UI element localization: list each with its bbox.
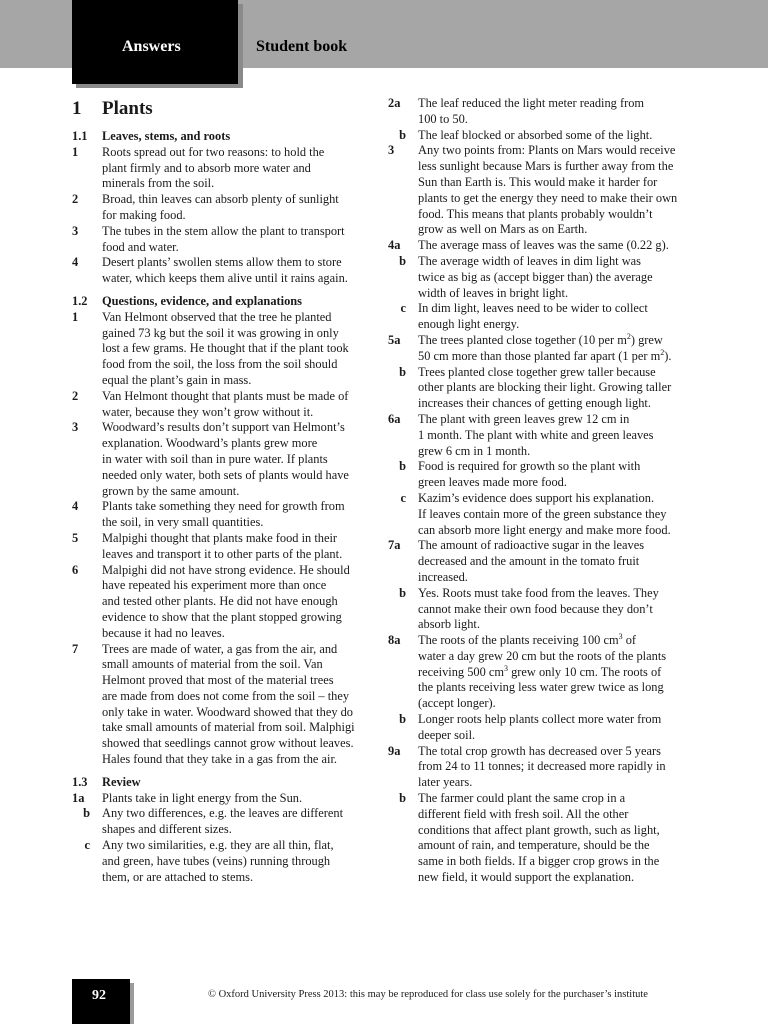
answer-text [102,310,376,389]
answer-line: gained 73 kg but the soil it was growing in only [102,325,339,340]
answer-text [418,412,710,459]
section-heading [72,775,376,791]
answer-line: Plants take in light energy from the Sun. [102,790,303,805]
answer-line: increased. [418,569,468,584]
answer-line: conditions that affect plant growth, such as light, [418,822,660,837]
answer-item [388,712,710,744]
answer-text [418,333,710,365]
answer-line: Any two points from: Plants on Mars would receive [418,143,676,158]
section-number: 1.1 [72,129,88,143]
answer-line: Hales found that they take in a gas from the air. [102,752,338,767]
answer-line: in water with soil than in pure water. If plants [102,451,328,466]
chapter-title [72,96,376,122]
answer-text [418,791,710,886]
answer-line: Broad, thin leaves can absorb plenty of sunlight [102,192,339,207]
answer-line: showed that seedlings cannot grow without leaves. [102,736,354,751]
answer-line: grow as well on Mars as on Earth. [418,222,588,237]
answer-number: 7a [388,538,401,553]
answer-number: b [399,253,406,268]
answer-line: Trees are made of water, a gas from the air, and [102,641,338,656]
answer-line: lost a few grams. He thought that if the plant took [102,341,349,356]
answer-number: 1a [72,790,85,805]
answer-item [388,412,710,459]
answer-line: Roots spread out for two reasons: to hold the [102,144,325,159]
answer-text [102,145,376,192]
answer-number: 2 [72,192,79,207]
answer-text [418,143,710,238]
answer-item [72,192,376,224]
answer-line: enough light energy. [418,317,520,332]
section-title: Review [102,774,141,789]
answer-line: Any two similarities, e.g. they are all thin, flat, [102,838,334,853]
answer-text [418,254,710,301]
answer-line: Van Helmont thought that plants must be made of [102,388,349,403]
answer-number: 1 [72,309,79,324]
answer-number: b [399,364,406,379]
answer-line: green leaves made more food. [418,475,567,490]
superscript: 3 [618,631,623,641]
answer-line: Longer roots help plants collect more water from [418,712,662,727]
answer-line: the plants receiving less water grew twice as long [418,680,664,695]
copyright-notice: © Oxford University Press 2013: this may be reproduced for class use solely for the purchaser’s institute [208,989,648,1000]
answer-line [418,333,710,349]
line-part: receiving 500 cm [418,664,505,679]
answer-line: Van Helmont observed that the tree he planted [102,309,332,324]
answer-line [418,633,710,649]
answer-text [418,459,710,491]
answer-line: Malpighi did not have strong evidence. He should [102,562,350,577]
answer-item [72,224,376,256]
answer-text [418,365,710,412]
answer-text [102,642,376,768]
answer-text [418,712,710,744]
answer-item [388,538,710,585]
line-part: grew only 10 cm. The roots of [508,664,662,679]
answer-number: 4a [388,238,401,253]
answer-number: b [399,712,406,727]
line-part: The trees planted close together (10 per m [418,332,627,347]
answer-line: small amounts of material from the soil. Van [102,657,323,672]
answer-line: for making food. [102,207,186,222]
page-number-box [72,979,130,1024]
answer-item [72,642,376,768]
answer-item [388,301,710,333]
answer-text [418,128,710,144]
answer-text [102,192,376,224]
answer-line: can absorb more light energy and make more food. [418,522,671,537]
answer-line: because it had no leaves. [102,625,225,640]
answer-line: absorb light. [418,617,480,632]
answer-line: are made from does not come from the soil – they [102,688,350,703]
answer-item [72,563,376,642]
answer-item [72,389,376,421]
answer-line: evidence to show that the plant stopped growing [102,609,342,624]
answer-number: 4 [72,255,79,270]
left-column [72,96,376,885]
answer-number: 4 [72,499,79,514]
answer-line: have repeated his experiment more than once [102,578,327,593]
answer-line: Sun than Earth is. This would make it harder for [418,174,658,189]
answer-number: 3 [72,223,79,238]
answer-line: cannot make their own food because they don’t [418,601,653,616]
answer-text [418,633,710,712]
line-part: 50 cm more than those planted far apart (1 per m [418,348,661,363]
answer-item [72,531,376,563]
answer-line: Kazim’s evidence does support his explanation. [418,490,655,505]
answers-tab [72,0,238,84]
answer-line: Trees planted close together grew taller because [418,364,656,379]
answer-number: 7 [72,641,79,656]
answer-number: c [400,490,406,505]
answer-text [418,538,710,585]
answer-line: amount of rain, and temperature, should be the [418,838,650,853]
answer-line: deeper soil. [418,727,476,742]
answer-line: minerals from the soil. [102,176,215,191]
student-book-label: Student book [256,38,348,55]
answer-line: from 24 to 11 tonnes; it decreased more rapidly in [418,759,666,774]
answer-number: c [84,838,90,853]
answer-line: equal the plant’s gain in mass. [102,372,252,387]
line-part: ) grew [630,332,663,347]
line-part: ). [664,348,672,363]
answer-line: food from the soil, the loss from the soil should [102,357,338,372]
answer-text [102,563,376,642]
answer-line: If leaves contain more of the green substance they [418,506,667,521]
answer-item [388,633,710,712]
answer-number: 3 [388,143,395,158]
answer-item [72,499,376,531]
answer-item [388,143,710,238]
answer-line: The leaf reduced the light meter reading from [418,96,645,110]
answer-line [418,349,710,365]
answer-item [388,333,710,365]
section-title: Leaves, stems, and roots [102,129,231,143]
answer-text [102,499,376,531]
answer-number: 2a [388,96,401,110]
answer-item [72,838,376,885]
answer-number: 2 [72,388,79,403]
answer-line: new field, it would support the explanation. [418,870,635,885]
answer-number: 6a [388,411,401,426]
superscript: 2 [626,331,631,341]
answer-line: In dim light, leaves need to be wider to collect [418,301,648,316]
answer-item [388,791,710,886]
section-number: 1.3 [72,774,88,789]
answer-line: Desert plants’ swollen stems allow them to store [102,255,342,270]
answer-line: Any two differences, e.g. the leaves are different [102,806,344,821]
answer-line: grown by the same amount. [102,483,240,498]
line-part: of [622,633,637,648]
answer-text [102,255,376,287]
answer-line: different field with fresh soil. All the other [418,806,629,821]
answer-text [102,838,376,885]
answer-item [388,744,710,791]
answer-text [102,224,376,256]
answer-line: later years. [418,775,473,790]
answer-item [388,365,710,412]
answer-line: leaves and transport it to other parts of the plant. [102,546,343,561]
answer-line: needed only water, both sets of plants would have [102,467,349,482]
answer-line: Woodward’s results don’t support van Helmont’s [102,420,345,435]
answer-line [418,665,710,681]
chapter-name: Plants [102,98,153,119]
answer-text [418,301,710,333]
answer-line: increases their chances of getting enough light. [418,396,651,411]
answer-number: 5a [388,332,401,347]
answer-number: 3 [72,420,79,435]
answer-number: b [399,585,406,600]
answer-line: 100 to 50. [418,111,468,126]
answer-line: decreased and the amount in the tomato fruit [418,554,640,569]
superscript: 2 [660,347,665,357]
section-title: Questions, evidence, and explanations [102,293,302,308]
section-number: 1.2 [72,293,88,308]
answer-line: Malpighi thought that plants make food in their [102,530,338,545]
answer-line: (accept longer). [418,696,496,711]
answer-line: and green, have tubes (veins) running through [102,853,331,868]
answer-item [72,791,376,807]
right-column [388,96,710,886]
answer-line: less sunlight because Mars is further away from the [418,159,674,174]
answer-line: Food is required for growth so the plant with [418,459,641,474]
answer-number: 5 [72,530,79,545]
answer-line: The farmer could plant the same crop in a [418,791,626,806]
answer-line: Plants take something they need for growth from [102,499,345,514]
section-heading [72,294,376,310]
answer-line: plants to get the energy they need to make their own [418,190,678,205]
page-number: 92 [92,988,106,1003]
answer-item [72,255,376,287]
answer-item [388,254,710,301]
section-gap [72,768,376,775]
answer-number: c [400,301,406,316]
answer-line: same in both fields. If a bigger crop grows in the [418,854,660,869]
answer-line: explanation. Woodward’s plants grew more [102,436,318,451]
answer-line: water, because they won’t grow without it. [102,404,314,419]
answer-line: and tested other plants. He did not have enough [102,594,338,609]
answer-line: water, which keeps them alive until it rains again. [102,271,348,286]
answer-item [388,586,710,633]
answer-text [418,238,710,254]
answer-line: The average width of leaves in dim light was [418,253,641,268]
answer-number: 9a [388,743,401,758]
answer-item [388,96,710,128]
answer-text [418,586,710,633]
answer-line: only take in water. Woodward showed that they do [102,704,354,719]
answer-number: 6 [72,562,79,577]
answer-text [102,531,376,563]
answer-line: twice as big as (accept bigger than) the average [418,269,653,284]
answer-line: them, or are attached to stems. [102,869,254,884]
answer-number: b [83,806,90,821]
superscript: 3 [504,663,509,673]
answer-line: water a day grew 20 cm but the roots of the plants [418,648,667,663]
answer-item [388,128,710,144]
answer-line: take small amounts of material from soil. Malphigi [102,720,355,735]
answer-line: width of leaves in bright light. [418,285,569,300]
answer-text [102,806,376,838]
answer-text [102,420,376,499]
section-gap [72,287,376,294]
answer-line: food. This means that plants probably wouldn’t [418,206,653,221]
answer-number: b [399,791,406,806]
answer-line: The tubes in the stem allow the plant to transport [102,223,345,238]
line-part: The roots of the plants receiving 100 cm [418,633,619,648]
answer-item [72,420,376,499]
answer-line: other plants are blocking their light. Growing taller [418,380,672,395]
answer-number: 8a [388,633,401,648]
answer-line: food and water. [102,239,179,254]
section-heading [72,129,376,145]
answer-text [418,491,710,538]
answer-line: plant firmly and to absorb more water and [102,160,311,175]
answer-item [388,238,710,254]
answer-line: Helmont proved that most of the material trees [102,673,334,688]
answer-text [418,96,710,128]
answer-item [72,145,376,192]
chapter-number: 1 [72,98,82,119]
answer-number: 1 [72,144,79,159]
answer-line: The average mass of leaves was the same (0.22 g). [418,238,669,253]
answer-item [72,310,376,389]
answer-text [102,389,376,421]
answer-item [72,806,376,838]
answer-line: The amount of radioactive sugar in the leaves [418,538,645,553]
answer-text [418,744,710,791]
answer-item [388,459,710,491]
answer-line: The leaf blocked or absorbed some of the light. [418,127,653,142]
answers-label: Answers [122,38,181,55]
answer-line: shapes and different sizes. [102,822,232,837]
answer-line: grew 6 cm in 1 month. [418,443,531,458]
answer-line: Yes. Roots must take food from the leaves. They [418,585,659,600]
answer-line: 1 month. The plant with white and green leaves [418,427,654,442]
answer-text [102,791,376,807]
answer-number: b [399,127,406,142]
answer-line: The total crop growth has decreased over 5 years [418,743,661,758]
answer-number: b [399,459,406,474]
answer-item [388,491,710,538]
answer-line: the soil, in very small quantities. [102,515,264,530]
answer-line: The plant with green leaves grew 12 cm in [418,411,630,426]
